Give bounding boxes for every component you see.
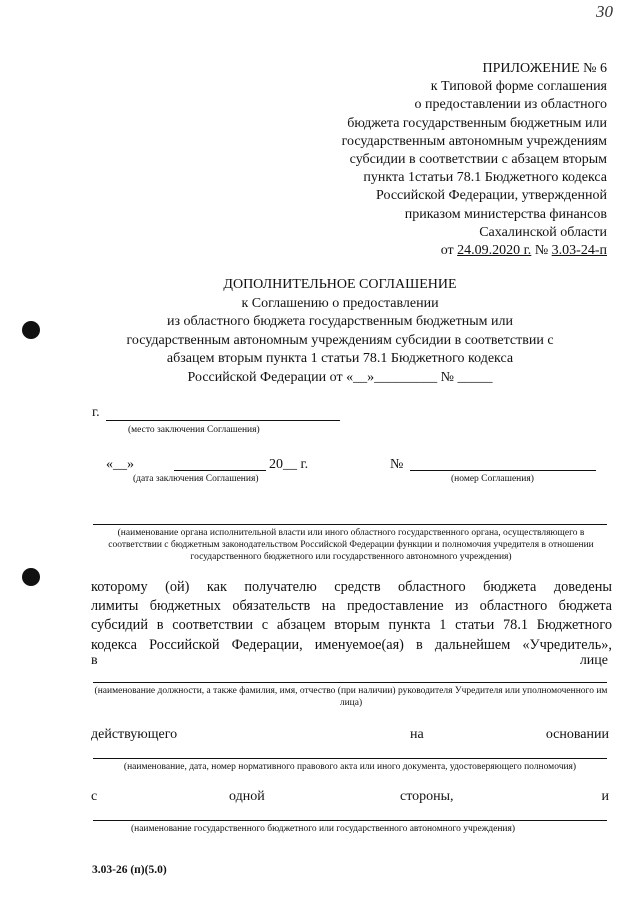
number-sign: № xyxy=(390,457,404,472)
punch-hole-top xyxy=(22,321,40,339)
face-row xyxy=(91,652,608,670)
footer-code: 3.03-26 (п)(5.0) xyxy=(92,864,167,876)
acting-word-1: действующего xyxy=(91,727,178,742)
order-date: 24.09.2020 г. xyxy=(457,243,532,259)
agreement-line: из областного бюджета государственным бюджетным или xyxy=(166,314,513,330)
appendix-order-line: от 24.09.2020 г. № 3.03-24-п xyxy=(440,243,607,259)
agreement-title: ДОПОЛНИТЕЛЬНОЕ СОГЛАШЕНИЕ xyxy=(223,277,457,292)
place-field-line[interactable] xyxy=(106,420,340,421)
appendix-line: о предоставлении из областного xyxy=(414,97,607,113)
date-year: 20__ г. xyxy=(269,457,309,472)
side-word-4: и xyxy=(601,789,609,804)
appendix-line: приказом министерства финансов xyxy=(404,206,607,222)
agreement-line: к Соглашению о предоставлении xyxy=(241,295,439,311)
institution-caption: (наименование государственного бюджетного или государственного автономного учреждения) xyxy=(130,824,516,834)
acting-row xyxy=(91,726,609,746)
agreement-line: абзацем вторым пункта 1 статьи 78.1 Бюджетного кодекса xyxy=(166,351,514,367)
order-number: 3.03-24-п xyxy=(551,243,607,259)
date-caption: (дата заключения Соглашения) xyxy=(133,474,259,484)
organ-caption: (наименование органа исполнительной власти или иного областного государственного органа, осуществляющего в соответствии с бюджетным законодательством Российской Федерации функции и полномочия учредителя в отношении государственного бюджетного или государственного автономного учреждения) xyxy=(108,528,594,562)
doc-field-line[interactable] xyxy=(93,758,607,759)
doc-caption: (наименование, дата, номер нормативного правового акта или иного документа, удостоверяющего полномочия) xyxy=(123,762,577,772)
number-caption: (номер Соглашения) xyxy=(451,474,534,484)
head-caption: (наименование должности, а также фамилия, имя, отчество (при наличии) руководителя Учредителя или уполномоченного им лица) xyxy=(94,686,608,708)
date-day: «__» xyxy=(106,457,134,472)
acting-word-2: на xyxy=(410,727,424,742)
institution-field-line[interactable] xyxy=(93,820,607,821)
side-row xyxy=(91,788,609,808)
acting-word-3: основании xyxy=(545,727,609,742)
organ-field-line[interactable] xyxy=(93,524,607,525)
head-field-line[interactable] xyxy=(93,682,607,683)
appendix-title: ПРИЛОЖЕНИЕ № 6 xyxy=(482,61,607,76)
date-month-line[interactable] xyxy=(174,470,266,471)
place-caption: (место заключения Соглашения) xyxy=(128,425,260,435)
appendix-block xyxy=(267,60,607,260)
agreement-heading xyxy=(60,276,620,388)
appendix-line: Сахалинской области xyxy=(479,224,607,240)
face-row-right: лице xyxy=(579,653,608,668)
page-number: 30 xyxy=(596,2,613,21)
side-word-1: с xyxy=(91,789,98,804)
body-line: которому (ой) как получателю средств областного бюджета доведены xyxy=(91,579,612,595)
face-row-left: в xyxy=(91,653,98,668)
body-line: кодекса Российской Федерации, именуемое(ая) в дальнейшем «Учредитель», xyxy=(91,636,612,653)
side-word-3: стороны, xyxy=(400,789,454,804)
appendix-line: бюджета государственным бюджетным или xyxy=(347,115,607,131)
agreement-line: Российской Федерации от «__»_________ № _____ xyxy=(187,369,493,385)
agreement-line: государственным автономным учреждениям субсидии в соответствии с xyxy=(126,332,554,348)
appendix-line: Российской Федерации, утвержденной xyxy=(376,188,607,204)
side-word-2: одной xyxy=(229,789,265,804)
place-prefix: г. xyxy=(92,405,100,420)
number-field-line[interactable] xyxy=(410,470,596,471)
body-line: субсидий в соответствии с абзацем вторым пункта 1 статьи 78.1 Бюджетного xyxy=(91,617,612,634)
appendix-line: пункта 1статьи 78.1 Бюджетного кодекса xyxy=(363,170,607,186)
punch-hole-bottom xyxy=(22,568,40,586)
body-line: лимиты бюджетных обязательств на предоставление из областного бюджета xyxy=(91,598,612,615)
body-paragraph xyxy=(91,578,612,655)
appendix-line: субсидии в соответствии с абзацем вторым xyxy=(349,152,607,168)
appendix-line: к Типовой форме соглашения xyxy=(430,79,607,95)
appendix-line: государственным автономным учреждениям xyxy=(341,133,607,149)
